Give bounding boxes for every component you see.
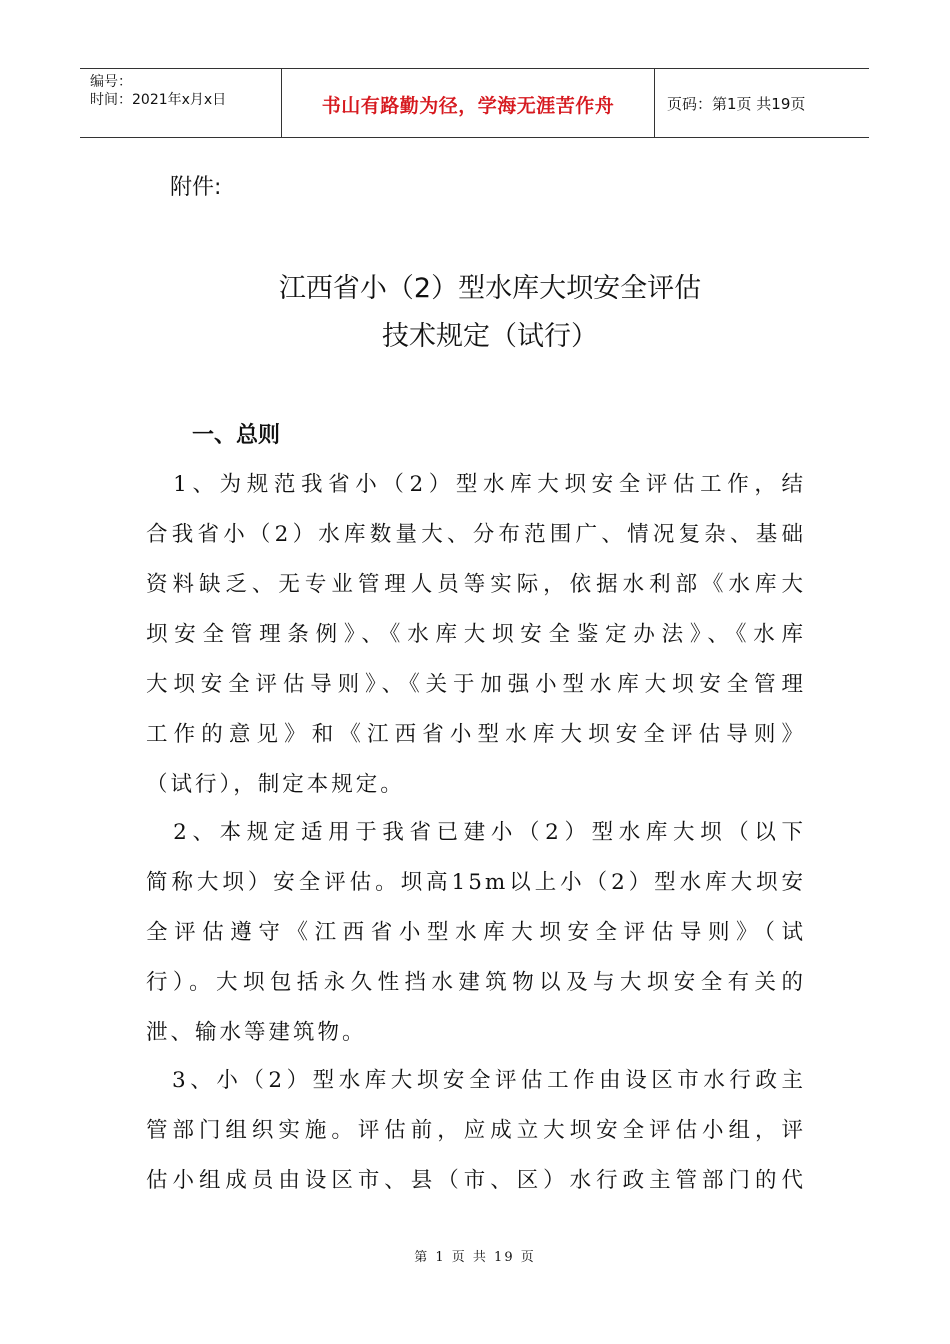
document-header [80, 68, 869, 138]
paragraph-line: 估小组成员由设区市、县（市、区）水行政主管部门的代 [146, 1168, 806, 1193]
paragraph-3 [146, 1056, 806, 1206]
paragraph-line: 简称大坝）安全评估。坝高15m以上小（2）型水库大坝安 [146, 870, 806, 895]
paragraph-line: 管部门组织实施。评估前，应成立大坝安全评估小组，评 [146, 1118, 806, 1143]
paragraph-line: 合我省小（2）水库数量大、分布范围广、情况复杂、基础 [146, 522, 806, 547]
document-number-label: 编号： [90, 74, 132, 90]
header-motto: 书山有路勤为径，学海无涯苦作舟 [321, 95, 615, 117]
paragraph-line: 全评估遵守《江西省小型水库大坝安全评估导则》（试 [146, 920, 806, 945]
page-footer: 第 1 页 共 19 页 [414, 1250, 536, 1265]
paragraph-2 [146, 808, 806, 1058]
paragraph-line: 泄、输水等建筑物。 [146, 1020, 367, 1045]
document-title-line-1: 江西省小（2）型水库大坝安全评估 [278, 273, 702, 304]
paragraph-line: 坝安全管理条例》、《水库大坝安全鉴定办法》、《水库 [146, 622, 806, 647]
section-heading: 一、总则 [192, 423, 281, 448]
header-motto-cell [282, 69, 655, 137]
header-page-number: 页码：第1页 共19页 [667, 95, 806, 113]
header-meta-cell [80, 69, 282, 137]
document-date-label: 时间：2021年x月x日 [90, 92, 227, 108]
document-title-line-2: 技术规定（试行） [382, 321, 598, 352]
paragraph-line: 3、小（2）型水库大坝安全评估工作由设区市水行政主 [146, 1068, 806, 1093]
paragraph-line: 资料缺乏、无专业管理人员等实际，依据水利部《水库大 [146, 572, 806, 597]
header-page-cell [655, 69, 869, 137]
paragraph-line: 工作的意见》和《江西省小型水库大坝安全评估导则》 [146, 722, 806, 747]
paragraph-1 [146, 460, 806, 810]
paragraph-line: 1、为规范我省小（2）型水库大坝安全评估工作，结 [146, 472, 806, 497]
paragraph-line: 行）。大坝包括永久性挡水建筑物以及与大坝安全有关的 [146, 970, 806, 995]
paragraph-line: （试行），制定本规定。 [146, 772, 405, 797]
paragraph-line: 大坝安全评估导则》、《关于加强小型水库大坝安全管理 [146, 672, 806, 697]
paragraph-line: 2、本规定适用于我省已建小（2）型水库大坝（以下 [146, 820, 806, 845]
attachment-label: 附件: [170, 175, 222, 200]
